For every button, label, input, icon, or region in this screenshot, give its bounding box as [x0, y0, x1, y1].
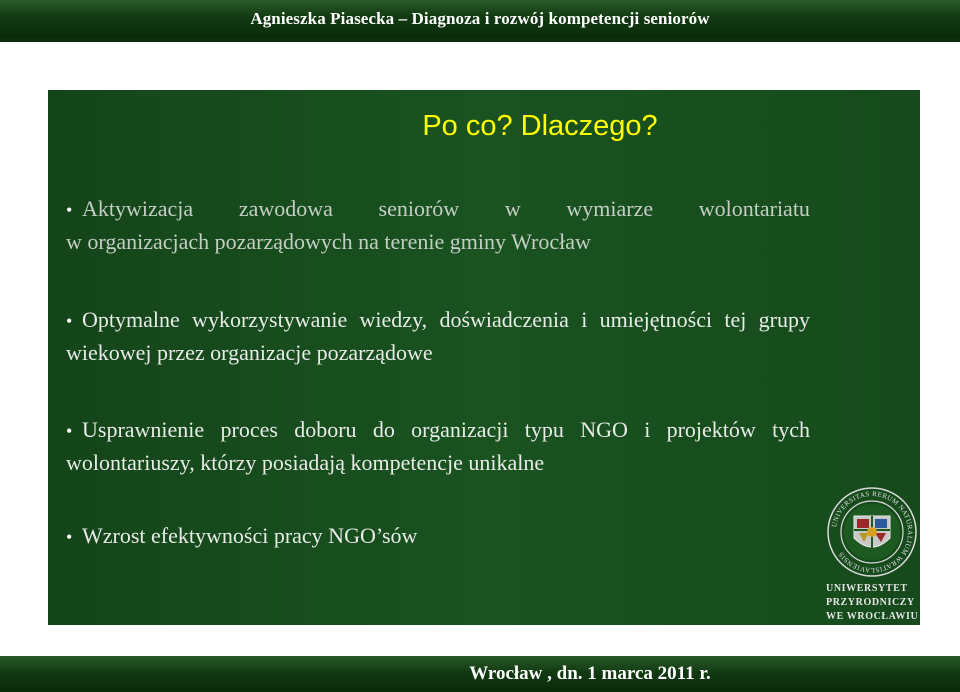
bullet-3-text: Usprawnienie proces doboru do organizacji typu NGO i projektów tych wolontariuszy, którzy posiadają kompetencje unikalne: [66, 417, 810, 475]
bullet-item-3: [66, 414, 810, 478]
bullet-item-4: [66, 520, 810, 553]
bullet-dot-icon: •: [66, 200, 73, 220]
bullet-1-word: zawodowa: [238, 196, 333, 221]
bullet-1-word: • Aktywizacja: [66, 193, 193, 226]
bullet-item-2: [66, 304, 810, 368]
university-seal-logo: [826, 486, 918, 578]
bullet-item-1: [66, 193, 810, 257]
bullet-1-word: wymiarze: [566, 196, 654, 221]
bullet-4-text: Wzrost efektywności pracy NGO’sów: [82, 523, 418, 548]
bullet-1-word: seniorów: [378, 196, 460, 221]
footer-banner: [0, 656, 960, 692]
university-name-line: WE WROCŁAWIU: [826, 611, 919, 622]
university-name-line: PRZYRODNICZY: [826, 597, 915, 608]
university-name-line: UNIWERSYTET: [826, 583, 908, 594]
bullet-1-line-2: w organizacjach pozarządowych na terenie gminy Wrocław: [66, 229, 591, 254]
slide-heading: Po co? Dlaczego?: [422, 110, 658, 142]
bullet-1-word: w: [504, 196, 521, 221]
header-banner: [0, 0, 960, 38]
seal-ring-text: UNIVERSITAS RERUM NATURALIUM WRATISLAVIENSIS: [830, 489, 915, 575]
bullet-1-word: wolontariatu: [698, 196, 810, 221]
bullet-2-text: Optymalne wykorzystywanie wiedzy, doświadczenia i umiejętności tej grupy wiekowej przez organizacje pozarządowe: [66, 307, 810, 365]
bullet-1-line-1: [66, 193, 810, 226]
bullet-dot-icon: •: [66, 311, 73, 331]
bullet-dot-icon: •: [66, 527, 73, 547]
header-divider: [0, 38, 960, 42]
university-name: [826, 582, 918, 624]
presentation-title: Agnieszka Piasecka – Diagnoza i rozwój kompetencji seniorów: [250, 9, 710, 28]
footer-date: Wrocław , dn. 1 marca 2011 r.: [469, 663, 711, 684]
bullet-dot-icon: •: [66, 421, 73, 441]
